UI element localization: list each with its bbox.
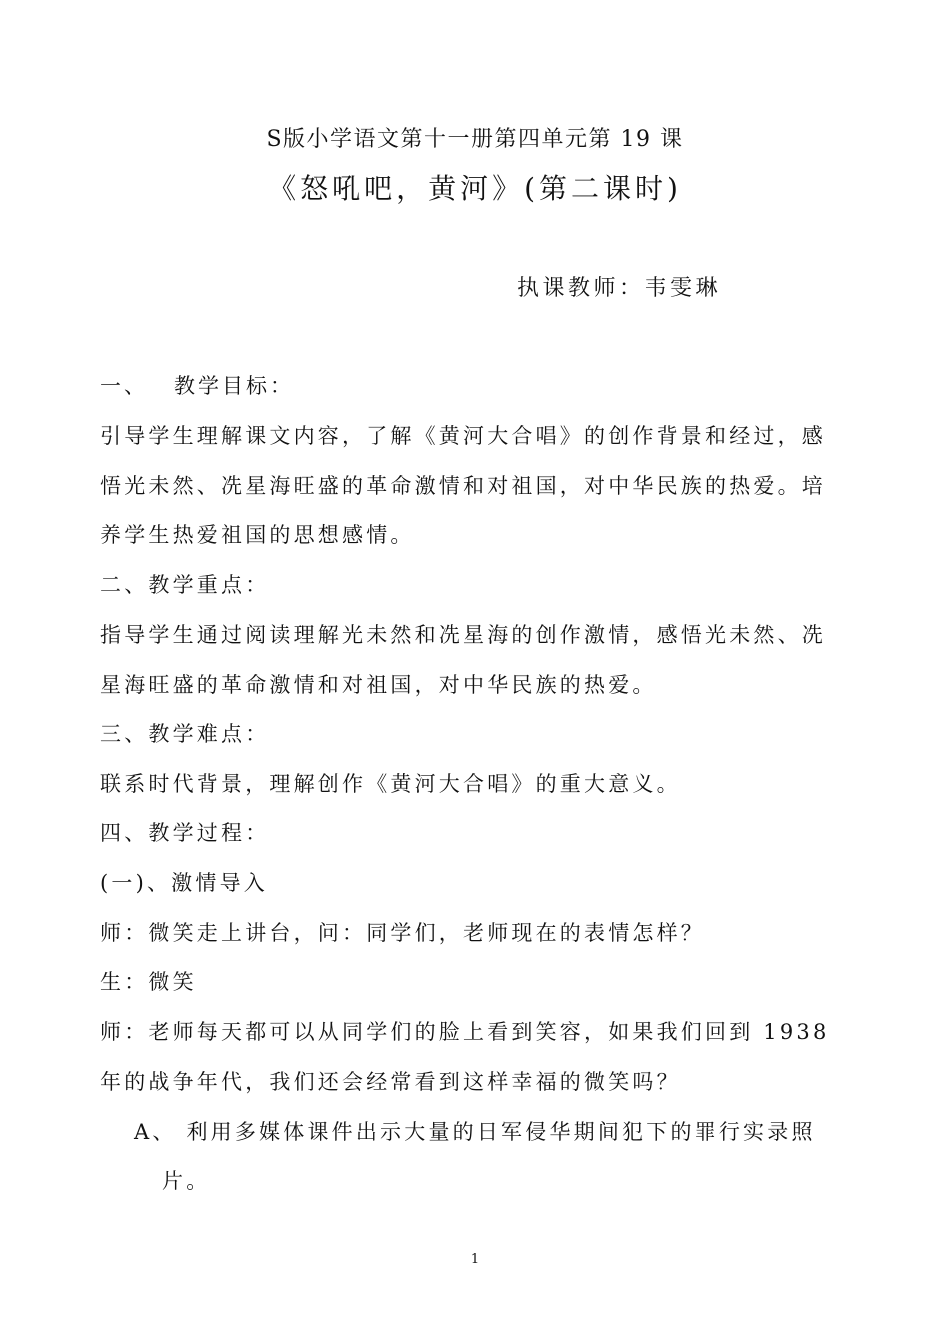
focus-paragraph-line: 星海旺盛的革命激情和对祖国，对中华民族的热爱。 xyxy=(100,673,657,697)
goal-heading-text: 教学目标： xyxy=(174,374,294,398)
focus-paragraph-line: 指导学生通过阅读理解光未然和冼星海的创作激情，感悟光未然、冼 xyxy=(100,623,826,647)
goal-heading-number: 一、 xyxy=(100,374,148,398)
list-item-a: A、 利用多媒体课件出示大量的日军侵华期间犯下的罪行实录照 xyxy=(134,1120,816,1144)
dialog-line: 生：微笑 xyxy=(100,970,197,994)
difficulty-heading: 三、教学难点： xyxy=(100,722,270,746)
step1-heading: (一)、激情导入 xyxy=(100,871,268,895)
lesson-title: 《怒吼吧，黄河》(第二课时) xyxy=(268,172,682,205)
teacher-line: 执课教师：韦雯琳 xyxy=(517,276,722,301)
goal-paragraph-line: 引导学生理解课文内容，了解《黄河大合唱》的创作背景和经过，感 xyxy=(100,424,826,448)
course-line: S版小学语文第十一册第四单元第 19 课 xyxy=(266,127,684,152)
goal-heading xyxy=(100,374,294,398)
focus-heading: 二、教学重点： xyxy=(100,573,270,597)
page-number: 1 xyxy=(470,1252,480,1267)
goal-paragraph-line: 悟光未然、冼星海旺盛的革命激情和对祖国，对中华民族的热爱。培 xyxy=(100,474,826,498)
goal-paragraph-line: 养学生热爱祖国的思想感情。 xyxy=(100,523,415,547)
process-heading: 四、教学过程： xyxy=(100,821,270,845)
list-item-a-continuation: 片。 xyxy=(162,1169,211,1193)
dialog-line: 年的战争年代，我们还会经常看到这样幸福的微笑吗？ xyxy=(100,1070,681,1094)
dialog-line: 师：老师每天都可以从同学们的脸上看到笑容，如果我们回到 1938 xyxy=(100,1020,830,1044)
difficulty-paragraph-line: 联系时代背景，理解创作《黄河大合唱》的重大意义。 xyxy=(100,772,681,796)
dialog-line: 师：微笑走上讲台，问：同学们，老师现在的表情怎样？ xyxy=(100,921,705,945)
